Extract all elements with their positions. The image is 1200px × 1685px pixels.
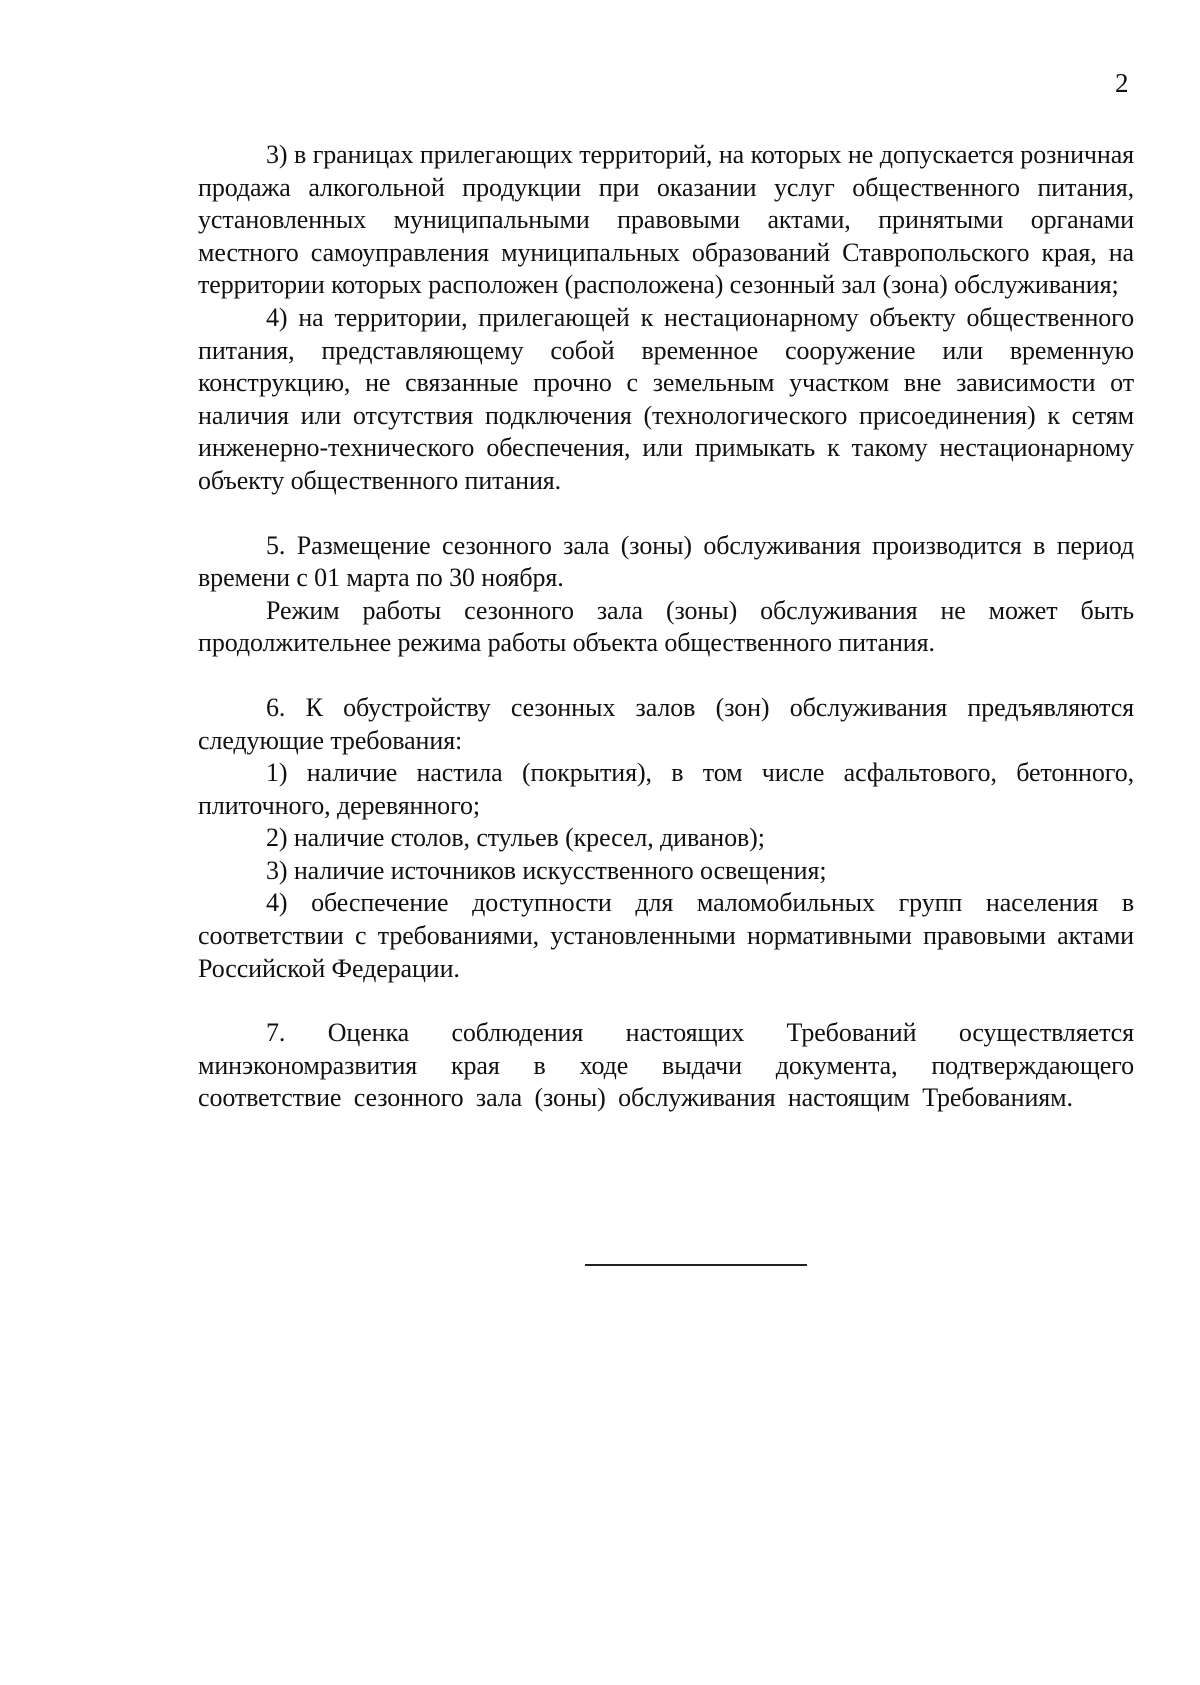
paragraph-requirement-1: 1) наличие настила (покрытия), в том числе асфальтового, бетонного, плиточного, деревянного; bbox=[198, 758, 1134, 820]
document-body bbox=[198, 139, 1134, 1115]
end-of-document-line bbox=[585, 1264, 807, 1266]
paragraph-requirement-2: 2) наличие столов, стульев (кресел, диванов); bbox=[266, 823, 765, 853]
paragraph-section-6: 6. К обустройству сезонных залов (зон) обслуживания предъявляются следующие требования: bbox=[198, 692, 1134, 755]
paragraph-requirement-3: 3) наличие источников искусственного освещения; bbox=[266, 855, 827, 885]
paragraph-section-7: 7. Оценка соблюдения настоящих Требований осуществляется минэкономразвития края в ходе выдачи документа, подтверждающего соответствие сезонного зала (зоны) обслуживания настоящим Требованиям. bbox=[198, 1018, 1134, 1113]
page-number: 2 bbox=[1115, 68, 1129, 98]
paragraph-section-5-regime: Режим работы сезонного зала (зоны) обслуживания не может быть продолжительнее режима работы объекта общественного питания. bbox=[198, 595, 1134, 658]
paragraph-requirement-4: 4) обеспечение доступности для маломобильных групп населения в соответствии с требованиями, установленными нормативными правовыми актами Российской Федерации. bbox=[198, 888, 1134, 983]
paragraph-item-3: 3) в границах прилегающих территорий, на которых не допускается розничная продажа алкогольной продукции при оказании услуг общественного питания, установленных муниципальными правовыми актами, принятыми органами местного самоуправления муниципальных образований Ставропольского края, на территории которых расположен (расположена) сезонный зал (зона) обслуживания; bbox=[198, 140, 1134, 300]
paragraph-item-4: 4) на территории, прилегающей к нестационарному объекту общественного питания, представляющему собой временное сооружение или временную конструкцию, не связанные прочно с земельным участком вне зависимости от наличия или отсутствия подключения (технологического присоединения) к сетям инженерно-технического обеспечения, или примыкать к такому нестационарному объекту общественного питания. bbox=[198, 302, 1134, 495]
paragraph-section-5: 5. Размещение сезонного зала (зоны) обслуживания производится в период времени с 01 марта по 30 ноября. bbox=[198, 530, 1134, 593]
